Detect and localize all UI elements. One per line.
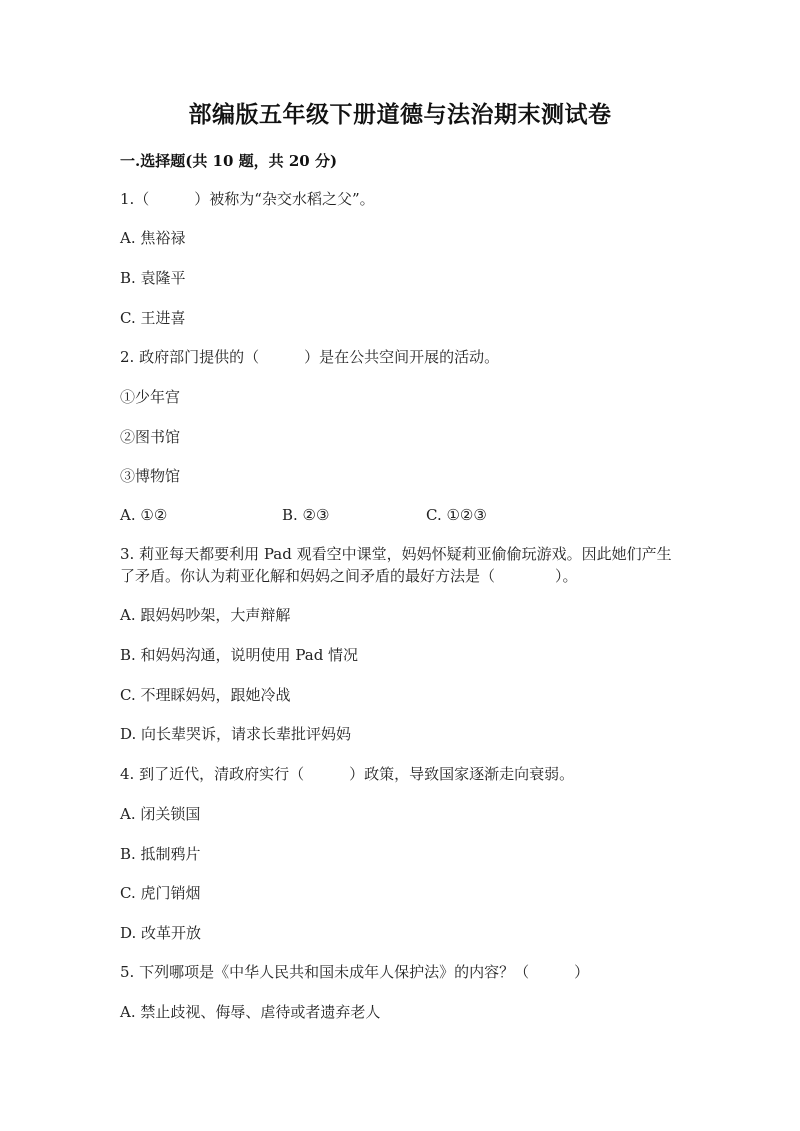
question-3-option-d: D. 向长辈哭诉，请求长辈批评妈妈 — [120, 725, 352, 743]
question-2-option-a: A. ①② — [120, 506, 168, 524]
document-title: 部编版五年级下册道德与法治期末测试卷 — [188, 101, 612, 128]
question-2-option-c: C. ①②③ — [426, 506, 487, 524]
question-4-option-c: C. 虎门销烟 — [120, 884, 201, 902]
question-4-stem: 4. 到了近代，清政府实行（ ）政策，导致国家逐渐走向衰弱。 — [120, 765, 575, 783]
question-1-option-b: B. 袁隆平 — [120, 269, 186, 287]
question-4-option-a: A. 闭关锁国 — [120, 805, 201, 823]
question-3-option-a: A. 跟妈妈吵架，大声辩解 — [120, 606, 291, 624]
question-2-item-1: ①少年宫 — [120, 388, 181, 406]
question-4-option-d: D. 改革开放 — [120, 924, 202, 942]
question-1-option-a: A. 焦裕禄 — [120, 229, 186, 247]
section-heading: 一.选择题(共 10 题，共 20 分) — [120, 152, 338, 170]
question-1-option-c: C. 王进喜 — [120, 309, 186, 327]
question-3-option-b: B. 和妈妈沟通，说明使用 Pad 情况 — [120, 646, 359, 664]
question-5-stem: 5. 下列哪项是《中华人民共和国未成年人保护法》的内容？（ ） — [120, 963, 590, 981]
question-4-option-b: B. 抵制鸦片 — [120, 845, 201, 863]
question-5-option-a: A. 禁止歧视、侮辱、虐待或者遗弃老人 — [120, 1003, 381, 1021]
question-2-stem: 2. 政府部门提供的（ ）是在公共空间开展的活动。 — [120, 348, 500, 366]
question-2-item-2: ②图书馆 — [120, 428, 181, 446]
question-2-option-b: B. ②③ — [282, 506, 330, 524]
question-1-stem: 1.（ ）被称为“杂交水稻之父”。 — [120, 190, 375, 208]
question-3-stem: 3. 莉亚每天都要利用 Pad 观看空中课堂，妈妈怀疑莉亚偷偷玩游戏。因此她们产生了矛盾。你认为莉亚化解和妈妈之间矛盾的最好方法是（ ）。 — [120, 545, 672, 585]
question-3-option-c: C. 不理睬妈妈，跟她冷战 — [120, 686, 291, 704]
question-2-item-3: ③博物馆 — [120, 467, 181, 485]
